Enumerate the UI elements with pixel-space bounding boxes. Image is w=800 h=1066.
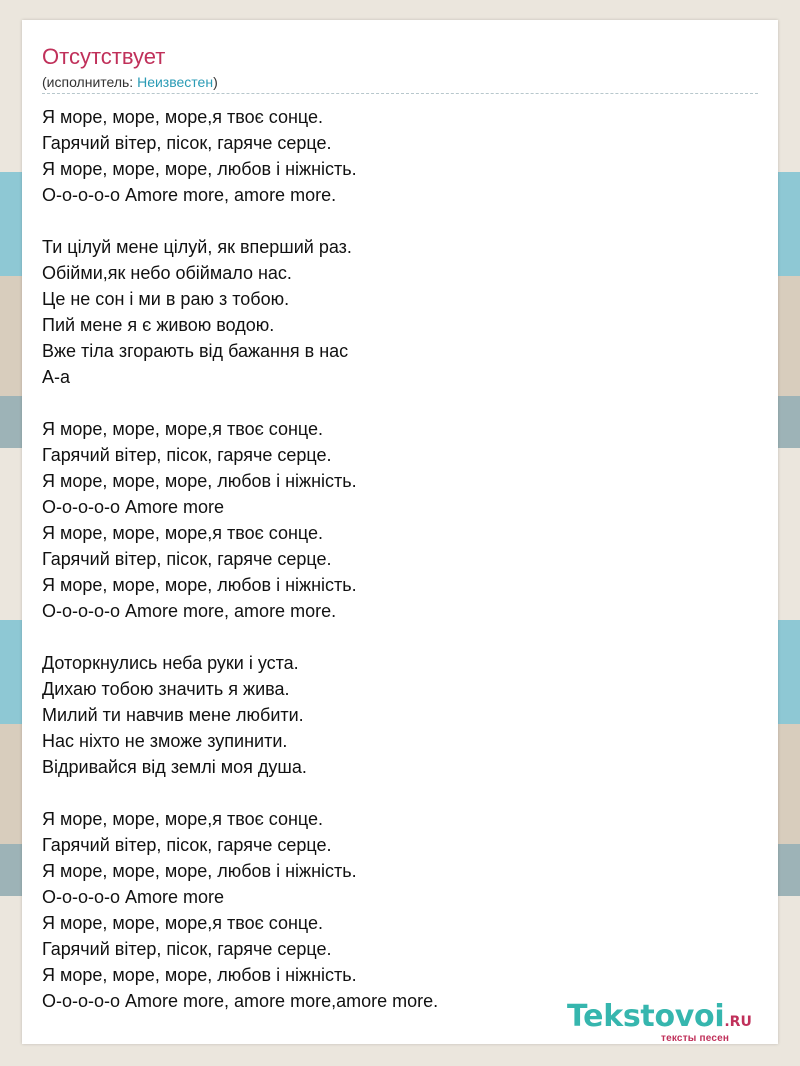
stanza-break	[42, 780, 758, 806]
lyric-line: Вже тіла згорають від бажання в нас	[42, 341, 349, 361]
lyrics-card	[22, 20, 778, 1044]
logo-tld: .RU	[724, 1014, 752, 1030]
lyric-line: Гарячий вітер, пісок, гаряче серце.	[42, 549, 332, 569]
lyric-line: Дихаю тобою значить я жива.	[42, 679, 290, 699]
lyric-line: Обійми,як небо обіймало нас.	[42, 263, 292, 283]
lyric-line: Я море, море, море,я твоє сонце.	[42, 419, 324, 439]
lyric-line: Я море, море, море, любов і ніжність.	[42, 471, 357, 491]
stanza-break	[42, 208, 758, 234]
lyric-line: А-а	[42, 367, 71, 387]
lyric-line: Милий ти навчив мене любити.	[42, 705, 304, 725]
logo-wordmark: Tekstovoi	[567, 999, 725, 1034]
artist-line	[42, 73, 218, 91]
lyric-line: Пий мене я є живою водою.	[42, 315, 275, 335]
lyric-line: Я море, море, море, любов і ніжність.	[42, 159, 357, 179]
lyric-line: Ти цілуй мене цілуй, як вперший раз.	[42, 237, 352, 257]
lyric-line: О-о-о-о-о Amore more, amore more,amore more.	[42, 991, 439, 1011]
lyric-line: О-о-о-о-о Amore more, amore more.	[42, 601, 337, 621]
lyric-line: О-о-о-о-о Amore more, amore more.	[42, 185, 337, 205]
lyric-line: Я море, море, море, любов і ніжність.	[42, 965, 357, 985]
lyric-line: Гарячий вітер, пісок, гаряче серце.	[42, 939, 332, 959]
artist-prefix: (исполнитель:	[42, 74, 138, 90]
stanza-break	[42, 390, 758, 416]
title-divider	[42, 93, 758, 94]
lyrics-body	[42, 104, 758, 1014]
lyric-line: Я море, море, море, любов і ніжність.	[42, 575, 357, 595]
lyric-line: Доторкнулись неба руки і уста.	[42, 653, 299, 673]
artist-link[interactable]: Неизвестен	[137, 74, 214, 90]
site-logo[interactable]	[567, 999, 777, 1044]
lyric-line: О-о-о-о-о Amore more	[42, 887, 225, 907]
lyric-line: Нас ніхто не зможе зупинити.	[42, 731, 288, 751]
lyric-line: Я море, море, море,я твоє сонце.	[42, 913, 324, 933]
song-title: Отсутствует	[42, 44, 166, 69]
artist-suffix: )	[213, 74, 218, 90]
lyric-line: Гарячий вітер, пісок, гаряче серце.	[42, 133, 332, 153]
lyric-line: Це не сон і ми в раю з тобою.	[42, 289, 290, 309]
lyric-line: Відривайся від землі моя душа.	[42, 757, 307, 777]
lyric-line: Я море, море, море,я твоє сонце.	[42, 523, 324, 543]
stanza-break	[42, 624, 758, 650]
lyric-line: Гарячий вітер, пісок, гаряче серце.	[42, 445, 332, 465]
lyric-line: Я море, море, море,я твоє сонце.	[42, 107, 324, 127]
lyric-line: Я море, море, море,я твоє сонце.	[42, 809, 324, 829]
logo-subtitle: тексты песен	[661, 1033, 730, 1044]
lyric-line: О-о-о-о-о Amore more	[42, 497, 225, 517]
lyric-line: Я море, море, море, любов і ніжність.	[42, 861, 357, 881]
lyric-line: Гарячий вітер, пісок, гаряче серце.	[42, 835, 332, 855]
